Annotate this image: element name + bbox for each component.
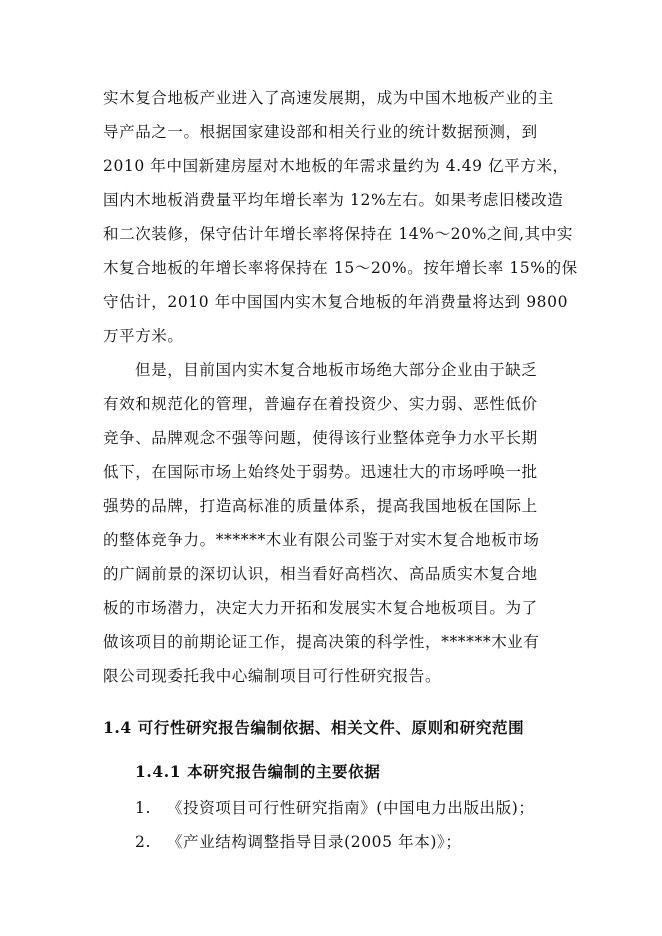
list-item-text: 《投资项目可行性研究指南》(中国电力出版出版)；: [167, 799, 535, 817]
paragraph2-line-1: 但是，目前国内实木复合地板市场绝大部分企业由于缺乏: [135, 361, 538, 379]
paragraph2-line-5: 强势的品牌，打造高标准的质量体系，提高我国地板在国际上: [103, 497, 538, 515]
paragraph1-line-7: 守估计，2010 年中国国内实木复合地板的年消费量将达到 9800: [103, 293, 569, 311]
paragraph1-line-4: 国内木地板消费量平均年增长率为 12%左右。如果考虑旧楼改造: [103, 191, 564, 209]
paragraph2-line-2: 有效和规范化的管理，普遍存在着投资少、实力弱、恶性低价: [103, 395, 538, 413]
paragraph1-line-3: 2010 年中国新建房屋对木地板的年需求量约为 4.49 亿平方米，: [103, 157, 569, 175]
paragraph1-line-2: 导产品之一。根据国家建设部和相关行业的统计数据预测，到: [103, 123, 538, 141]
paragraph2-line-6: 的整体竞争力。******木业有限公司鉴于对实木复合地板市场: [103, 531, 540, 549]
paragraph1-line-1: 实木复合地板产业进入了高速发展期，成为中国木地板产业的主: [103, 89, 554, 107]
list-item-text: 《产业结构调整指导目录(2005 年本)》；: [167, 833, 462, 851]
paragraph2-line-4: 低下，在国际市场上始终处于弱势。迅速壮大的市场呼唤一批: [103, 463, 538, 481]
list-item-number: 2.: [135, 833, 151, 851]
list-item-number: 1.: [135, 799, 151, 817]
paragraph1-line-8: 万平方米。: [103, 327, 184, 345]
paragraph2-line-8: 板的市场潜力，决定大力开拓和发展实木复合地板项目。为了: [103, 599, 538, 617]
paragraph2-line-3: 竞争、品牌观念不强等问题，使得该行业整体竞争力水平长期: [103, 429, 538, 447]
paragraph2-line-10: 限公司现委托我中心编制项目可行性研究报告。: [103, 667, 442, 685]
section-heading: 1.4 可行性研究报告编制依据、相关文件、原则和研究范围: [103, 718, 525, 737]
paragraph2-line-9: 做该项目的前期论证工作，提高决策的科学性，******木业有: [103, 633, 540, 651]
paragraph1-line-6: 木复合地板的年增长率将保持在 15～20%。按年增长率 15%的保: [103, 259, 578, 277]
list-item: [135, 830, 461, 852]
paragraph1-line-5: 和二次装修，保守估计年增长率将保持在 14%～20%之间,其中实: [103, 225, 573, 243]
paragraph2-line-7: 的广阔前景的深切认识，相当看好高档次、高品质实木复合地: [103, 565, 538, 583]
subsection-heading: 1.4.1 本研究报告编制的主要依据: [135, 762, 381, 781]
list-item: [135, 796, 535, 818]
